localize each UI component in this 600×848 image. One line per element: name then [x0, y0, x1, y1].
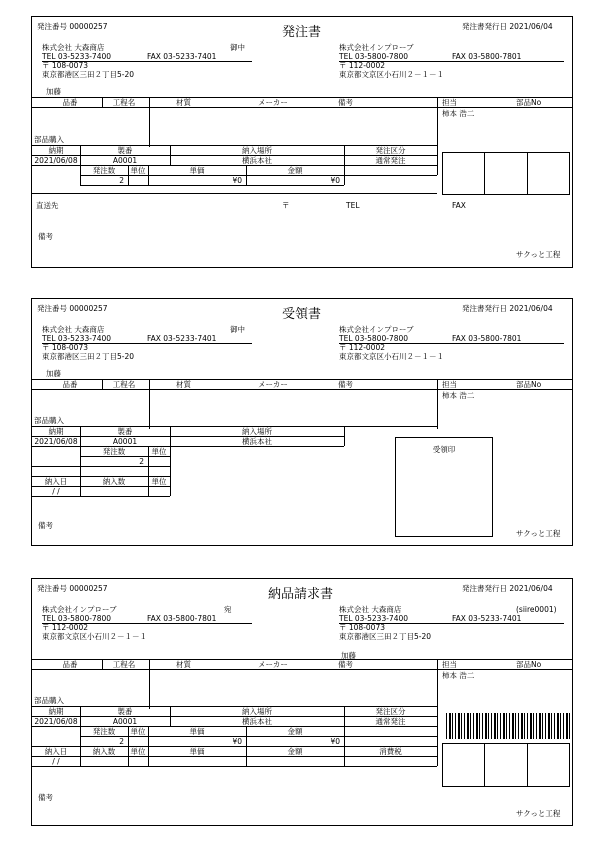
- sender-zip: 〒 112-0002: [339, 343, 385, 352]
- sender-company: 株式会社インプローブ: [339, 43, 414, 52]
- recipient-zip: 〒 108-0073: [42, 61, 88, 70]
- order-qty: 2: [119, 737, 124, 746]
- contact-person: 加藤: [341, 651, 356, 660]
- label-delivered-unit: 単位: [130, 747, 146, 756]
- sender-zip: 〒 108-0073: [339, 623, 385, 632]
- col-part-number: 部品No: [516, 98, 542, 107]
- col-part-number: 部品No: [516, 380, 542, 389]
- label-due-date: 納期: [48, 427, 64, 436]
- form-title: 発注書: [282, 25, 322, 40]
- label-due-date: 納期: [48, 707, 64, 716]
- label-delivered-qty: 納入数: [92, 747, 116, 756]
- delivery-date: / /: [52, 757, 60, 766]
- label-delivery-place: 納入場所: [242, 707, 272, 716]
- sender-fax: FAX 03-5800-7801: [452, 52, 522, 61]
- recipient-company: 株式会社 大森商店: [42, 325, 105, 334]
- label-delivered-amount: 金額: [287, 747, 303, 756]
- delivery-place: 横浜本社: [242, 437, 272, 446]
- recipient-zip: 〒 108-0073: [42, 343, 88, 352]
- label-unit: 単位: [151, 447, 167, 456]
- label-consumption-tax: 消費税: [379, 747, 402, 756]
- recipient-fax: FAX 03-5233-7401: [147, 52, 217, 61]
- stamp-boxes: [442, 152, 570, 195]
- recipient-company: 株式会社 大森商店: [42, 43, 105, 52]
- label-due-date: 納期: [48, 146, 64, 155]
- sender-address: 東京都文京区小石川２－１－１: [339, 352, 444, 361]
- label-delivery-place: 納入場所: [242, 146, 272, 155]
- ship-to-fax: FAX: [452, 201, 466, 210]
- col-maker: メーカー: [258, 98, 288, 107]
- label-unit: 単位: [130, 166, 146, 175]
- order-number: 発注番号 00000257: [37, 22, 108, 31]
- delivery-place: 横浜本社: [242, 717, 272, 726]
- recipient-fax: FAX 03-5233-7401: [147, 334, 217, 343]
- col-material: 材質: [176, 380, 191, 389]
- seal-label: 受領印: [432, 445, 456, 454]
- contact-person: 加藤: [46, 369, 61, 378]
- due-date: 2021/06/08: [34, 156, 78, 165]
- sender-address: 東京都文京区小石川２－１－１: [339, 70, 444, 79]
- recipient-tel: TEL 03-5800-7800: [42, 614, 112, 623]
- sender-address: 東京都港区三田２丁目5-20: [339, 632, 432, 641]
- contact-person: 加藤: [46, 87, 61, 96]
- label-order-qty: 発注数: [92, 166, 116, 175]
- label-serial: 製番: [117, 427, 133, 436]
- col-maker: メーカー: [258, 660, 288, 669]
- recipient-tel: TEL 03-5233-7400: [42, 52, 112, 61]
- order-type: 通常発注: [375, 156, 406, 165]
- delivery-place: 横浜本社: [242, 156, 272, 165]
- form-title: 納品請求書: [268, 587, 334, 602]
- form-title: 受領書: [282, 307, 322, 322]
- label-amount: 金額: [287, 727, 303, 736]
- col-remarks: 備考: [338, 380, 353, 389]
- label-delivered-unit: 単位: [151, 477, 167, 486]
- amount: ¥0: [330, 176, 340, 185]
- col-person: 担当: [442, 660, 457, 669]
- issue-date: 発注書発行日 2021/06/04: [462, 584, 553, 593]
- label-unit-price: 単価: [189, 166, 205, 175]
- stamp-boxes: [442, 743, 570, 787]
- part-purchase: 部品購入: [34, 696, 64, 705]
- col-person: 担当: [442, 380, 457, 389]
- col-process: 工程名: [112, 98, 136, 107]
- serial-no: A0001: [112, 156, 138, 165]
- person-name: 柿本 浩二: [442, 109, 475, 118]
- issue-date: 発注書発行日 2021/06/04: [462, 22, 553, 31]
- recipient-address: 東京都港区三田２丁目5-20: [42, 352, 135, 361]
- label-order-type: 発注区分: [375, 146, 406, 155]
- sender-tel: TEL 03-5800-7800: [339, 52, 409, 61]
- sender-company: 株式会社 大森商店: [339, 605, 402, 614]
- remarks-label: 備考: [38, 232, 53, 241]
- delivery-date: / /: [52, 487, 60, 496]
- ship-to-label: 直送先: [36, 201, 59, 210]
- due-date: 2021/06/08: [34, 717, 78, 726]
- ship-to-zip: 〒: [282, 201, 290, 210]
- col-person: 担当: [442, 98, 457, 107]
- sender-company: 株式会社インプローブ: [339, 325, 414, 334]
- label-delivery-date: 納入日: [44, 747, 68, 756]
- issue-date: 発注書発行日 2021/06/04: [462, 304, 553, 313]
- brand-name: サクっと工程: [516, 250, 561, 259]
- order-number: 発注番号 00000257: [37, 584, 108, 593]
- remarks-label: 備考: [38, 793, 53, 802]
- col-part-number: 部品No: [516, 660, 542, 669]
- sender-tel: TEL 03-5233-7400: [339, 614, 409, 623]
- recipient-zip: 〒 112-0002: [42, 623, 88, 632]
- order-type: 通常発注: [375, 717, 406, 726]
- sender-fax: FAX 03-5800-7801: [452, 334, 522, 343]
- recipient-address: 東京都港区三田２丁目5-20: [42, 70, 135, 79]
- col-material: 材質: [176, 98, 191, 107]
- sender-tel: TEL 03-5800-7800: [339, 334, 409, 343]
- recipient-suffix: 御中: [230, 43, 245, 52]
- unit-price: ¥0: [232, 737, 242, 746]
- part-purchase: 部品購入: [34, 416, 64, 425]
- person-name: 柿本 浩二: [442, 391, 475, 400]
- label-order-type: 発注区分: [375, 707, 406, 716]
- due-date: 2021/06/08: [34, 437, 78, 446]
- label-delivery-place: 納入場所: [242, 427, 272, 436]
- recipient-tel: TEL 03-5233-7400: [42, 334, 112, 343]
- sender-zip: 〒 112-0002: [339, 61, 385, 70]
- order-number: 発注番号 00000257: [37, 304, 108, 313]
- label-unit: 単位: [130, 727, 146, 736]
- purchase-order-form: [31, 16, 573, 268]
- label-order-qty: 発注数: [102, 447, 126, 456]
- receipt-form: [31, 298, 573, 546]
- label-delivery-date: 納入日: [44, 477, 68, 486]
- brand-name: サクっと工程: [516, 529, 561, 538]
- label-delivered-price: 単価: [189, 747, 205, 756]
- serial-no: A0001: [112, 437, 138, 446]
- recipient-fax: FAX 03-5800-7801: [147, 614, 217, 623]
- part-purchase: 部品購入: [34, 135, 64, 144]
- order-qty: 2: [139, 457, 144, 466]
- recipient-address: 東京都文京区小石川２－１－１: [42, 632, 147, 641]
- label-serial: 製番: [117, 707, 133, 716]
- label-serial: 製番: [117, 146, 133, 155]
- col-process: 工程名: [112, 380, 136, 389]
- supplier-code: (siire0001): [516, 605, 557, 614]
- col-remarks: 備考: [338, 98, 353, 107]
- order-qty: 2: [119, 176, 124, 185]
- col-part-no: 品番: [62, 380, 78, 389]
- col-material: 材質: [176, 660, 191, 669]
- col-maker: メーカー: [258, 380, 288, 389]
- unit-price: ¥0: [232, 176, 242, 185]
- recipient-suffix: 宛: [224, 605, 232, 614]
- col-remarks: 備考: [338, 660, 353, 669]
- label-order-qty: 発注数: [92, 727, 116, 736]
- col-part-no: 品番: [62, 660, 78, 669]
- recipient-suffix: 御中: [230, 325, 245, 334]
- sender-fax: FAX 03-5233-7401: [452, 614, 522, 623]
- barcode: [446, 713, 570, 739]
- recipient-company: 株式会社インプローブ: [42, 605, 117, 614]
- label-unit-price: 単価: [189, 727, 205, 736]
- delivery-invoice-form: [31, 578, 573, 826]
- label-amount: 金額: [287, 166, 303, 175]
- col-process: 工程名: [112, 660, 136, 669]
- col-part-no: 品番: [62, 98, 78, 107]
- brand-name: サクっと工程: [516, 809, 561, 818]
- label-delivered-qty: 納入数: [102, 477, 126, 486]
- amount: ¥0: [330, 737, 340, 746]
- person-name: 柿本 浩二: [442, 671, 475, 680]
- serial-no: A0001: [112, 717, 138, 726]
- ship-to-tel: TEL: [346, 201, 360, 210]
- remarks-label: 備考: [38, 521, 53, 530]
